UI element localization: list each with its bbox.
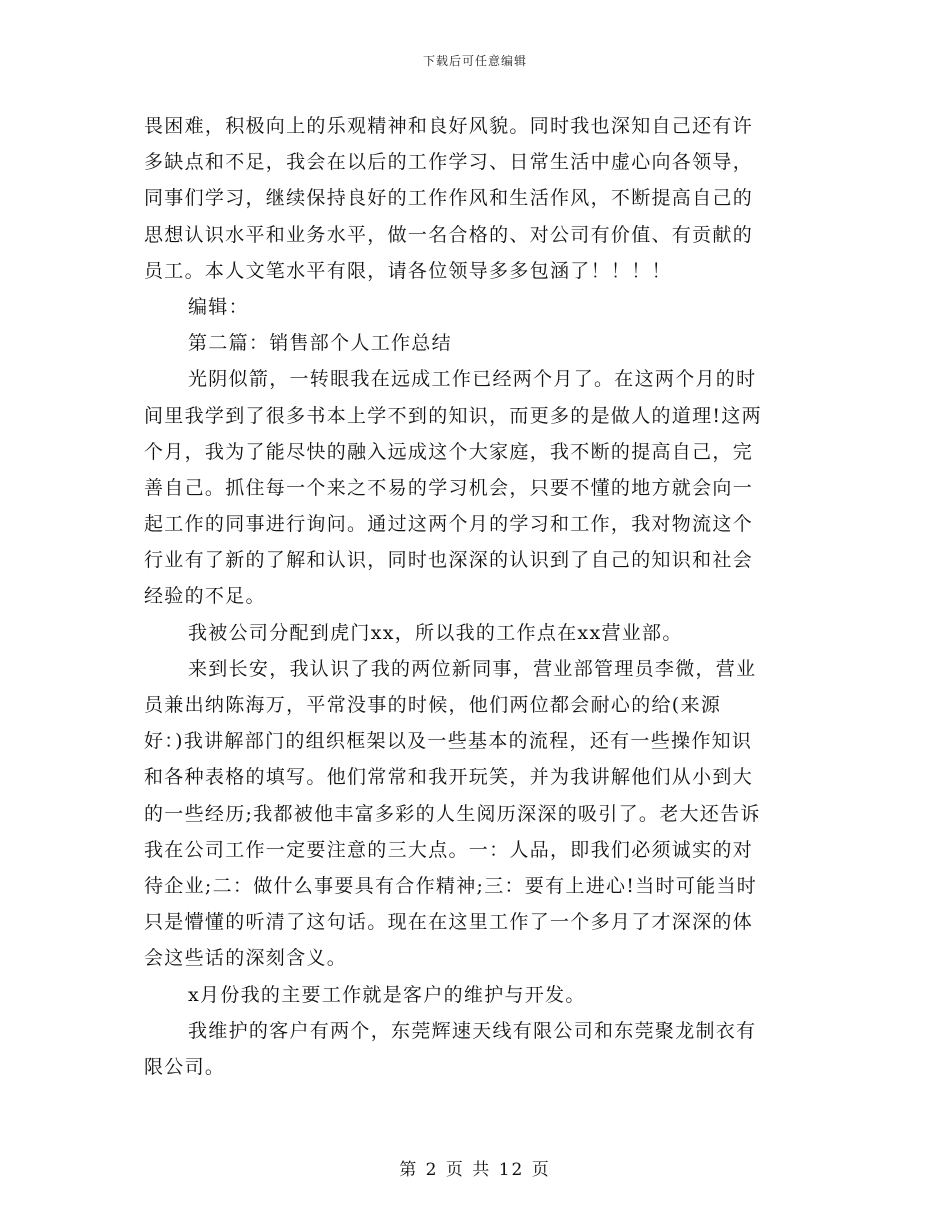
text-line: 行业有了新的了解和认识，同时也深深的认识到了自己的知识和社会 — [144, 549, 754, 572]
text-line: 起工作的同事进行询问。通过这两个月的学习和工作，我对物流这个 — [144, 513, 754, 536]
text-line: 同事们学习，继续保持良好的工作作风和生活作风，不断提高自己的 — [144, 187, 754, 210]
text-line: 会这些话的深刻含义。 — [144, 947, 348, 970]
text-line: 来到长安，我认识了我的两位新同事，营业部管理员李微，营业 — [188, 657, 757, 680]
page-footer: 第 2 页 共 12 页 — [399, 1160, 551, 1180]
text-line: 多缺点和不足，我会在以后的工作学习、日常生活中虚心向各领导， — [144, 151, 754, 174]
text-line: 和各种表格的填写。他们常常和我开玩笑，并为我讲解他们从小到大 — [144, 766, 754, 789]
page-header-note: 下载后可任意编辑 — [422, 54, 527, 68]
text-line: x月份我的主要工作就是客户的维护与开发。 — [188, 983, 586, 1006]
text-line: 经验的不足。 — [144, 585, 266, 608]
edit-label: 编辑： — [188, 295, 249, 318]
text-line: 我在公司工作一定要注意的三大点。一：人品，即我们必须诚实的对 — [144, 838, 754, 861]
text-line: 好：)我讲解部门的组织框架以及一些基本的流程，还有一些操作知识 — [144, 730, 753, 753]
text-line: 善自己。抓住每一个来之不易的学习机会，只要不懂的地方就会向一 — [144, 476, 754, 499]
text-line: 思想认识水平和业务水平，做一名合格的、对公司有价值、有贡献的 — [144, 223, 754, 246]
text-line: 光阴似箭，一转眼我在远成工作已经两个月了。在这两个月的时 — [188, 368, 757, 391]
text-line: 员兼出纳陈海万，平常没事的时候，他们两位都会耐心的给(来源 — [144, 694, 722, 716]
text-line: 限公司。 — [144, 1055, 226, 1078]
text-line: 我维护的客户有两个，东莞辉速天线有限公司和东莞聚龙制衣有 — [188, 1019, 757, 1042]
text-line: 畏困难，积极向上的乐观精神和良好风貌。同时我也深知自己还有许 — [144, 115, 754, 137]
document-body — [144, 108, 814, 1085]
text-line: 只是懵懂的听清了这句话。现在在这里工作了一个多月了才深深的体 — [144, 911, 754, 934]
section-title: 第二篇：销售部个人工作总结 — [188, 332, 452, 355]
text-line: 待企业;二：做什么事要具有合作精神;三：要有上进心!当时可能当时 — [144, 874, 758, 897]
text-line: 的一些经历;我都被他丰富多彩的人生阅历深深的吸引了。老大还告诉 — [144, 802, 761, 825]
text-line: 间里我学到了很多书本上学不到的知识，而更多的是做人的道理!这两 — [144, 404, 762, 427]
text-line: 我被公司分配到虎门xx，所以我的工作点在xx营业部。 — [188, 621, 683, 644]
text-line: 员工。本人文笔水平有限，请各位领导多多包涵了！！！！ — [144, 259, 672, 282]
text-line: 个月，我为了能尽快的融入远成这个大家庭，我不断的提高自己，完 — [144, 440, 754, 463]
